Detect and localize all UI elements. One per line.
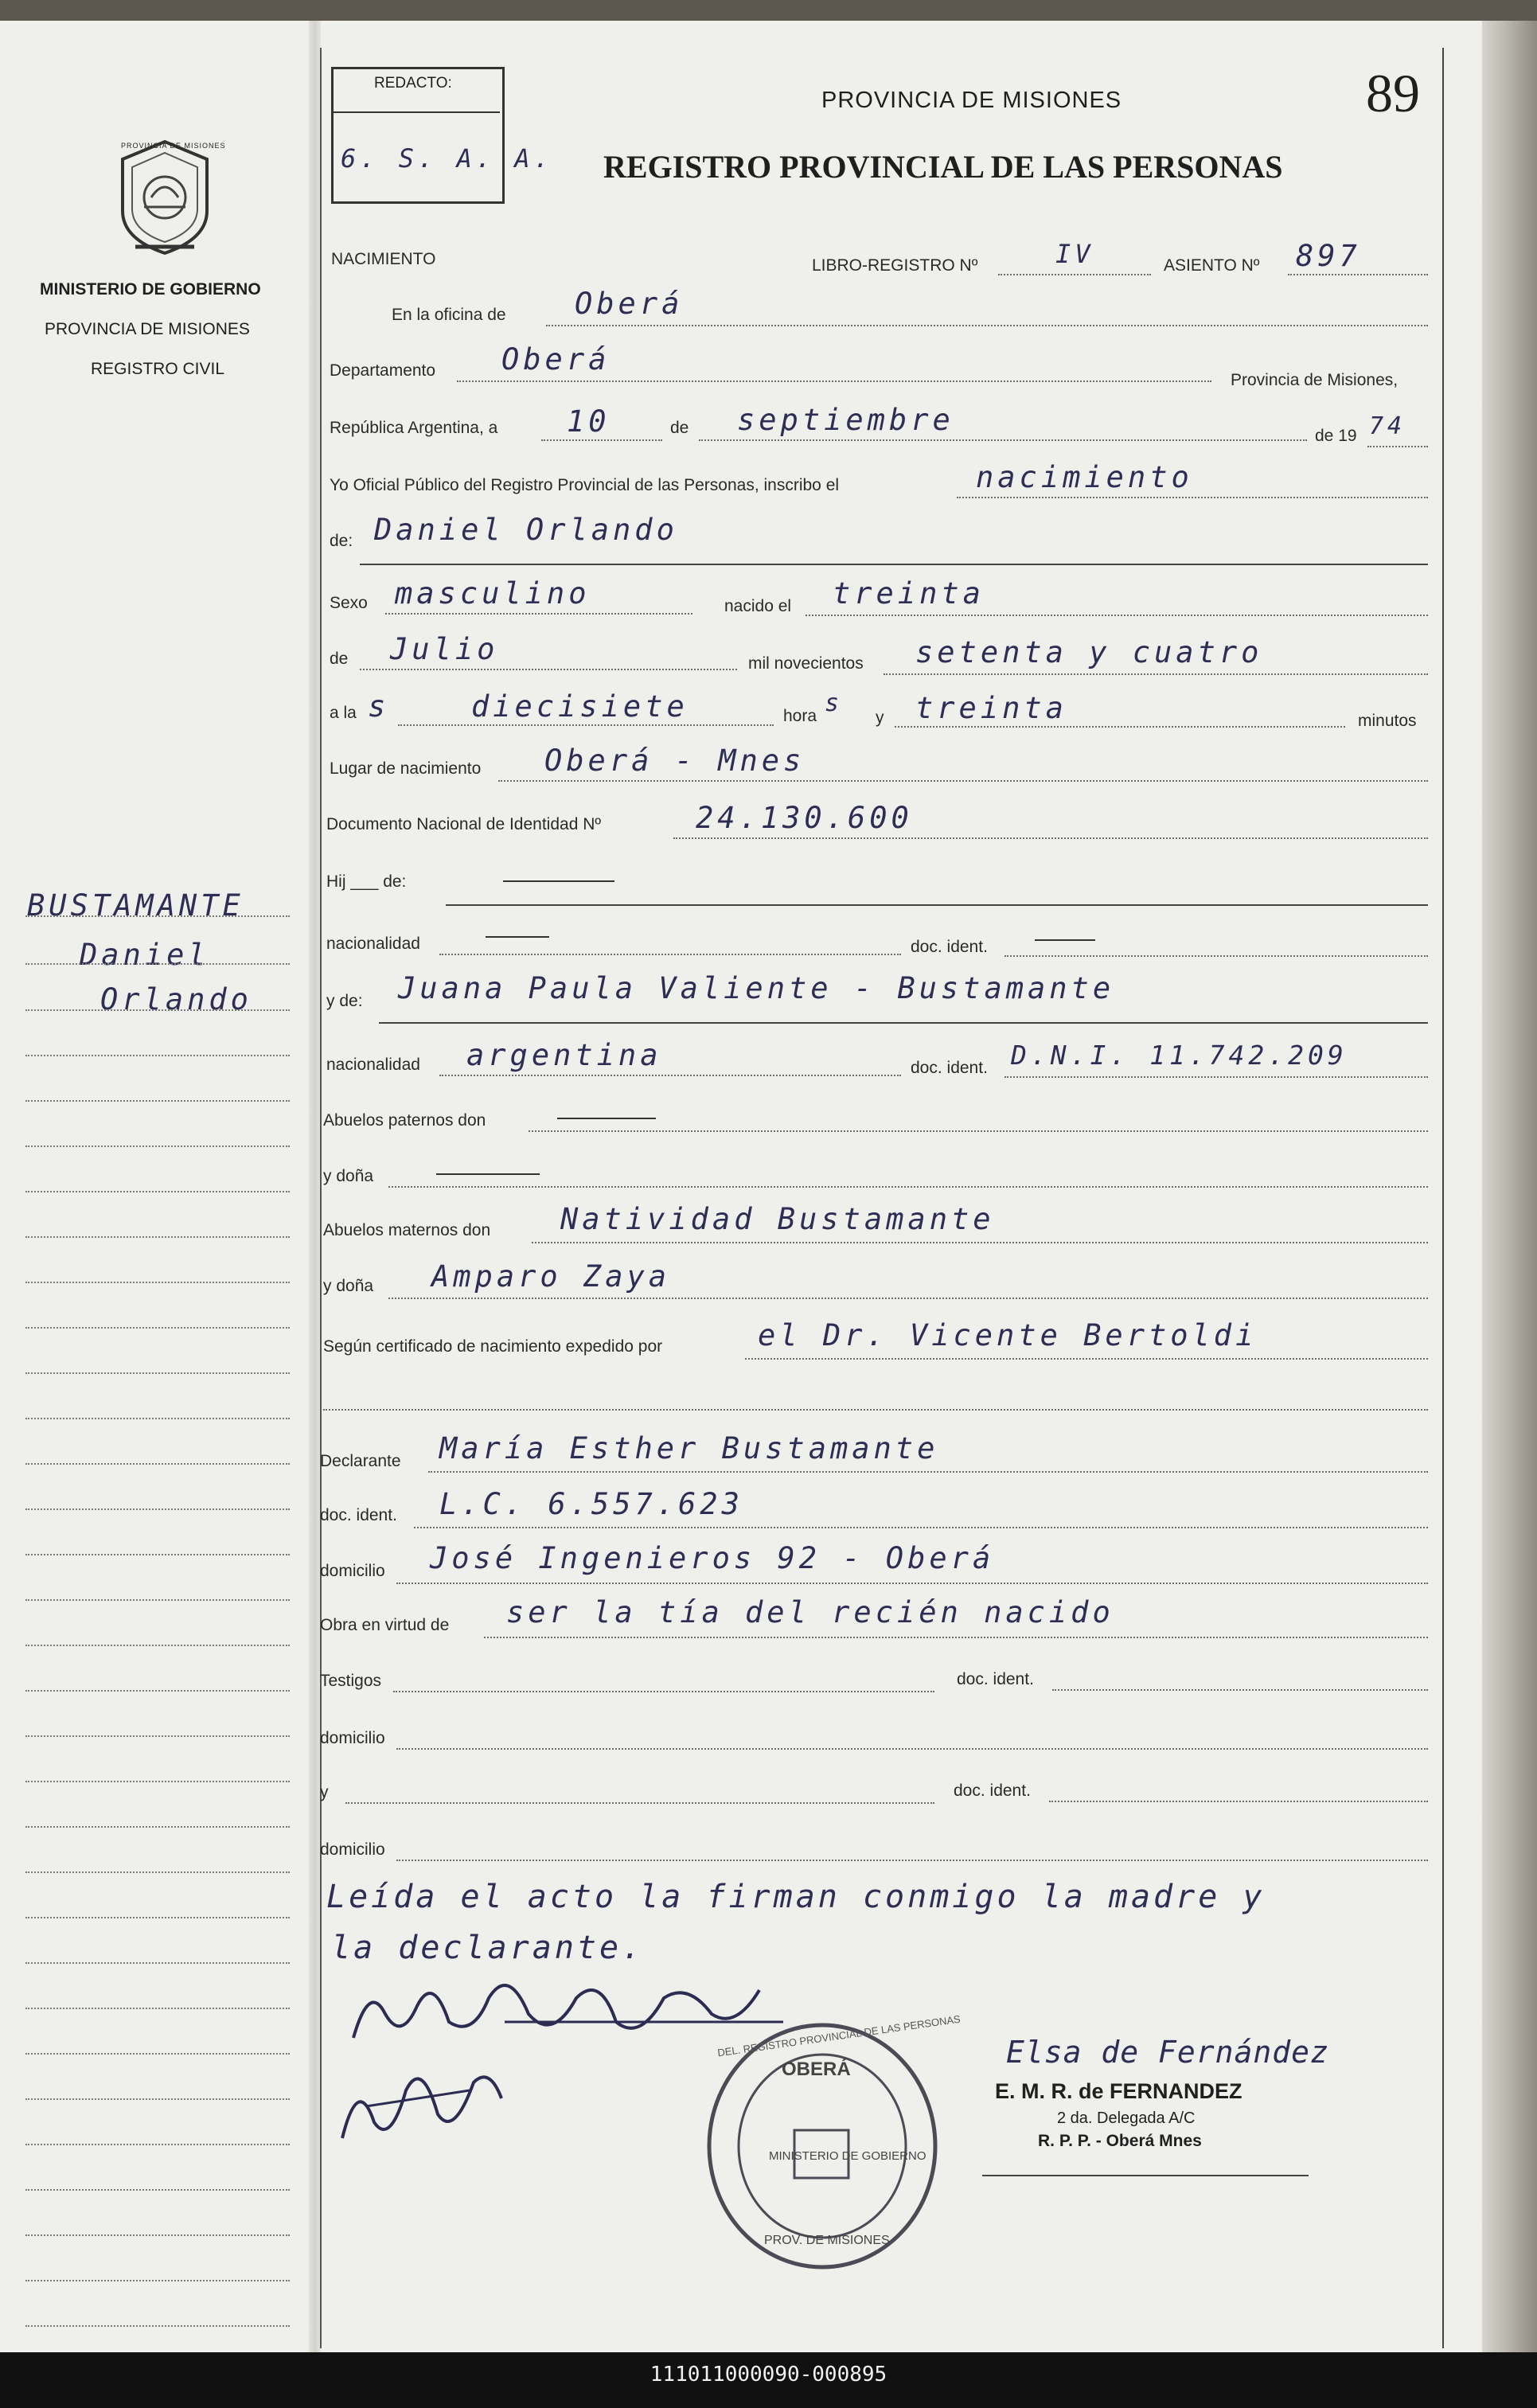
documento-label: Documento Nacional de Identidad Nº <box>326 815 602 833</box>
redacto-divider <box>331 111 500 113</box>
declarante-domicilio-value: José Ingenieros 92 - Oberá <box>430 1541 995 1575</box>
margin-line <box>25 1599 290 1601</box>
nacionalidad-padre-label: nacionalidad <box>326 935 420 953</box>
sexo-line <box>385 613 692 615</box>
margin-surname: BUSTAMANTE <box>27 888 244 923</box>
margin-line <box>25 1917 290 1918</box>
obra-line <box>484 1637 1428 1638</box>
official-name: E. M. R. de FERNANDEZ <box>995 2079 1242 2103</box>
registry-title: REGISTRO PROVINCIAL DE LAS PERSONAS <box>603 149 1283 185</box>
hora-s2-value: s <box>825 689 844 717</box>
anio-prefix: de 19 <box>1315 427 1357 445</box>
stamp-center: MINISTERIO DE GOBIERNO <box>769 2149 926 2163</box>
abuela-paterna-label: y doña <box>323 1167 374 1185</box>
abuela-paterna-line <box>388 1186 1428 1188</box>
oficina-value: Oberá <box>575 287 684 321</box>
hij-dash <box>503 880 614 882</box>
anio-line <box>1367 446 1428 447</box>
mes-value: septiembre <box>737 403 954 437</box>
hora-texto-value: diecisiete <box>471 689 689 724</box>
margin-rule <box>320 48 322 2348</box>
minutos-value: treinta <box>915 691 1067 725</box>
margin-line <box>25 2280 290 2281</box>
province-title: PROVINCIA DE MISIONES <box>821 88 1122 113</box>
official-role: 2 da. Delegada A/C <box>1057 2109 1196 2127</box>
margin-line <box>25 1735 290 1737</box>
departamento-label: Departamento <box>330 361 436 380</box>
margin-line <box>25 1372 290 1374</box>
dia-value: 10 <box>567 404 611 439</box>
certificado-line-2 <box>323 1409 1428 1411</box>
doc-padre-line <box>1005 955 1428 957</box>
acto-value: nacimiento <box>976 460 1193 494</box>
registry-heading: REGISTRO CIVIL <box>91 360 225 378</box>
oficina-label: En la oficina de <box>392 306 506 324</box>
anio-texto-value: setenta y cuatro <box>915 635 1263 669</box>
testigo-1-line <box>393 1691 934 1692</box>
nombre-line <box>360 564 1428 565</box>
margin-line <box>25 1327 290 1329</box>
testigo-1-domicilio-label: domicilio <box>320 1729 385 1747</box>
provincia-label: Provincia de Misiones, <box>1231 371 1399 389</box>
nacido-mes-value: Julio <box>390 632 499 666</box>
declarant-signature-icon <box>334 2043 509 2154</box>
doc-madre-line <box>1005 1076 1428 1078</box>
minutos-line <box>895 726 1345 728</box>
margin-line <box>25 1645 290 1646</box>
margin-line <box>25 1145 290 1147</box>
de-label: de <box>670 419 689 437</box>
page-hinge <box>309 21 321 2352</box>
obra-value: ser la tía del recién nacido <box>506 1595 1114 1629</box>
nacido-dia-value: treinta <box>833 576 985 611</box>
lugar-label: Lugar de nacimiento <box>330 759 482 778</box>
stamp-outer: DEL. REGISTRO PROVINCIAL DE LAS PERSONAS <box>716 2012 962 2059</box>
abuela-paterna-dash <box>436 1173 540 1175</box>
stamp-bottom: PROV. DE MISIONES <box>764 2234 890 2247</box>
declarante-line <box>428 1471 1428 1473</box>
margin-line <box>25 2234 290 2236</box>
nacionalidad-padre-dash <box>486 936 549 938</box>
testigo-2-doc-label: doc. ident. <box>954 1782 1031 1800</box>
book-right-edge <box>1482 21 1537 2352</box>
margin-line <box>25 2008 290 2009</box>
testigo-2-line <box>345 1802 934 1804</box>
margin-line <box>25 2053 290 2055</box>
abuelo-paterno-line <box>529 1130 1428 1132</box>
margin-line <box>25 1100 290 1102</box>
republica-label: República Argentina, a <box>330 419 498 437</box>
asiento-line <box>1288 274 1428 275</box>
nombre-label: de: <box>330 532 353 550</box>
margin-first-name: Daniel <box>80 938 210 972</box>
margin-line <box>25 915 290 917</box>
nacionalidad-madre-line <box>439 1075 901 1076</box>
provincial-seal-icon <box>111 135 219 259</box>
mil-novecientos-label: mil novecientos <box>748 654 864 673</box>
margin-line <box>25 1418 290 1419</box>
margin-line <box>25 1871 290 1873</box>
certificado-line <box>745 1358 1428 1360</box>
doc-padre-dash <box>1035 939 1095 941</box>
a-la-label: a la <box>330 704 357 722</box>
margin-line <box>25 1826 290 1828</box>
redacto-label: REDACTO: <box>374 75 452 92</box>
testigo-1-doc-line <box>1052 1689 1428 1691</box>
margin-line <box>25 1508 290 1510</box>
anio-value: 74 <box>1369 412 1406 440</box>
mes-nacido-line <box>360 669 737 670</box>
margin-second-name: Orlando <box>100 982 252 1017</box>
province-heading: PROVINCIA DE MISIONES <box>45 320 250 338</box>
margin-line <box>25 1191 290 1192</box>
redacto-value: 6. S. A. A. <box>341 143 553 174</box>
segun-label: Según certificado de nacimiento expedido por <box>323 1337 663 1356</box>
dia-line <box>541 439 662 441</box>
libro-label: LIBRO-REGISTRO Nº <box>812 256 978 275</box>
margin-line <box>25 1554 290 1555</box>
abuelos-maternos-label: Abuelos maternos don <box>323 1221 491 1239</box>
declarante-domicilio-line <box>396 1583 1428 1584</box>
nacionalidad-madre-label: nacionalidad <box>326 1056 420 1074</box>
libro-line <box>998 274 1151 275</box>
nacido-line <box>806 615 1428 616</box>
departamento-line <box>457 381 1211 382</box>
margin-line <box>25 963 290 965</box>
testigo-2-domicilio-label: domicilio <box>320 1840 385 1859</box>
sexo-label: Sexo <box>330 594 368 612</box>
sexo-value: masculino <box>395 576 591 611</box>
obra-label: Obra en virtud de <box>320 1616 450 1634</box>
abuela-materna-line <box>388 1298 1428 1299</box>
seal-text: PROVINCIA DE MISIONES <box>121 142 226 150</box>
madre-nacionalidad-value: argentina <box>466 1038 662 1072</box>
hij-label: Hij ___ de: <box>326 872 407 891</box>
doc-madre-label: doc. ident. <box>911 1059 988 1077</box>
margin-line <box>25 1009 290 1011</box>
margin-line <box>25 1781 290 1782</box>
testigo-2-doc-line <box>1049 1801 1428 1802</box>
y-label: y <box>876 708 884 727</box>
margin-line <box>25 1463 290 1465</box>
declarante-doc-label: doc. ident. <box>320 1506 397 1524</box>
dni-value: 24.130.600 <box>696 801 913 835</box>
nombre-value: Daniel Orlando <box>374 513 678 547</box>
madre-line <box>379 1022 1428 1024</box>
margin-line <box>25 1055 290 1056</box>
abuela-materna-label: y doña <box>323 1277 374 1295</box>
right-rule <box>1442 48 1444 2348</box>
testigo-2-label: y <box>320 1783 329 1801</box>
de-mes-label: de <box>330 650 349 668</box>
madre-doc-value: D.N.I. 11.742.209 <box>1011 1040 1348 1071</box>
certificado-value: el Dr. Vicente Bertoldi <box>758 1318 1258 1352</box>
asiento-label: ASIENTO Nº <box>1164 256 1260 275</box>
margin-line <box>25 1962 290 1964</box>
margin-line <box>25 2098 290 2100</box>
declarante-domicilio-label: domicilio <box>320 1562 385 1580</box>
ministry-heading: MINISTERIO DE GOBIERNO <box>40 280 261 299</box>
page-number: 89 <box>1366 63 1420 123</box>
declarante-label: Declarante <box>320 1452 401 1470</box>
abuelo-materno-value: Natividad Bustamante <box>560 1202 995 1236</box>
dni-line <box>673 837 1428 839</box>
hora-line <box>398 724 774 726</box>
libro-value: IV <box>1055 239 1094 269</box>
testigo-2-domicilio-line <box>396 1860 1428 1861</box>
archive-code: 111011000090-000895 <box>650 2363 887 2387</box>
margin-line <box>25 2325 290 2327</box>
stamp-top: OBERÁ <box>782 2059 851 2080</box>
margin-line <box>25 2144 290 2145</box>
testigos-label: Testigos <box>320 1672 382 1690</box>
official-underline <box>982 2175 1309 2176</box>
nacimiento-label: NACIMIENTO <box>331 250 436 268</box>
margin-line <box>25 2189 290 2191</box>
margin-line <box>25 1236 290 1238</box>
yo-oficial-label: Yo Oficial Público del Registro Provincial de las Personas, inscribo el <box>330 476 840 494</box>
margin-line <box>25 1690 290 1692</box>
lugar-value: Oberá - Mnes <box>544 743 806 778</box>
hora-label: hora <box>783 707 817 725</box>
padre-line <box>446 904 1428 906</box>
departamento-value: Oberá <box>501 342 611 377</box>
testigo-1-doc-label: doc. ident. <box>957 1670 1034 1688</box>
declarante-doc-line <box>414 1527 1428 1528</box>
scan-top-border <box>0 0 1537 21</box>
official-office: R. P. P. - Oberá Mnes <box>1038 2132 1202 2150</box>
testigo-1-domicilio-line <box>396 1748 1428 1750</box>
y-de-label: y de: <box>326 992 363 1010</box>
asiento-value: 897 <box>1296 239 1361 273</box>
abuelo-materno-line <box>532 1242 1428 1243</box>
declarante-doc-value: L.C. 6.557.623 <box>439 1487 743 1521</box>
nacido-label: nacido el <box>724 597 792 615</box>
nota-line-1: Leída el acto la firman conmigo la madre y <box>326 1879 1266 1915</box>
mes-line <box>699 439 1307 441</box>
margin-line <box>25 1282 290 1283</box>
oficina-line <box>546 325 1428 326</box>
nacionalidad-padre-line <box>439 954 901 955</box>
declarante-value: María Esther Bustamante <box>439 1431 939 1465</box>
madre-value: Juana Paula Valiente - Bustamante <box>398 971 1115 1005</box>
lugar-line <box>498 780 1428 782</box>
minutos-label: minutos <box>1358 712 1417 730</box>
abuelo-paterno-dash <box>557 1118 656 1119</box>
official-signature: Elsa de Fernández <box>1006 2035 1329 2070</box>
doc-padre-label: doc. ident. <box>911 938 988 956</box>
abuela-materna-value: Amparo Zaya <box>431 1259 671 1294</box>
abuelos-paternos-label: Abuelos paternos don <box>323 1111 486 1130</box>
nota-line-2: la declarante. <box>331 1930 645 1966</box>
anio-texto-line <box>884 673 1428 675</box>
acto-line <box>957 497 1428 498</box>
hora-s-value: s <box>368 689 390 724</box>
